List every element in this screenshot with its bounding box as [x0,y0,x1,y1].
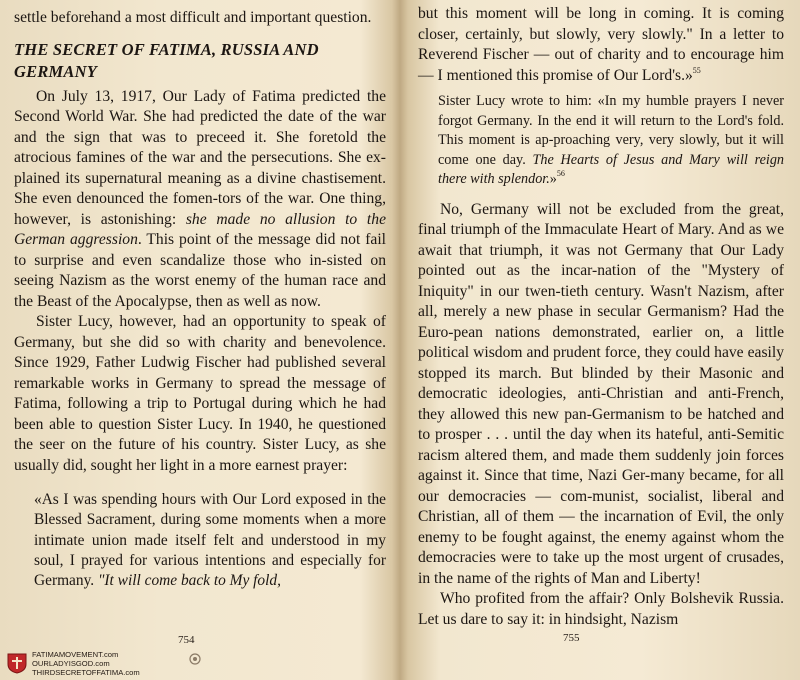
footnote-55: 55 [692,65,701,75]
right-quote-italic: The Hearts of Jesus and Mary will reign there with splendor. [438,151,785,188]
left-paragraph-1 [14,87,386,313]
watermark-line-2: OURLADYISGOD.com [32,659,110,668]
left-paragraph-1-italic: she made no allusion to the German aggression [14,210,386,248]
left-quote-italic: "It will come back to My fold, [97,572,281,590]
page-number-right: 755 [563,632,580,644]
right-quote-end: » [549,171,557,188]
ornament-icon [188,652,202,666]
watermark-line-1: FATIMAMOVEMENT.com [32,650,119,659]
section-heading: THE SECRET OF FATIMA, RUSSIA AND GERMANY [14,39,319,81]
left-quote [14,490,386,591]
footnote-56: 56 [556,169,565,179]
page-number-left: 754 [178,634,195,646]
watermark [32,650,140,677]
fatima-logo-icon [6,652,28,674]
right-top-paragraph [418,4,784,86]
left-paragraph-2: Sister Lucy, however, had an opportunity to speak of Germany, but she did so with charity and benevolence. Since 1929, Father Ludwig Fischer had published several remarkable works in Germany to spread the message of Fatima, following a trip to Portugal during which he had been able to question Sister Lucy. In 1940, he questioned the seer on the future of his country. Sister Lucy, as she usually did, sought her light in a more earnest prayer: [14,313,386,474]
right-page [404,0,800,680]
left-paragraph-1-a: On July 13, 1917, Our Lady of Fatima predicted the Second World War. She had predicted the date of the war and the sign that was to preceed it. She foretold the atrocious famines of the war and the persecutions. She ex-plained its supernatural meaning as a divine chastisement. She even denounced the fomen-tors of the war. One thing, however, is astonishing: [14,87,386,228]
right-paragraph-1: No, Germany will not be excluded from the great, final triumph of the Immaculate Heart of Mary. And as we await that triumph, it was not Germany that Our Lady pointed out as the incar-nation of the "Mystery of Iniquity" in our twen-tieth century. Wasn't Nazism, after all, merely a new phase in secular Germanism? Had the Euro-pean nations demonstrated, earlier on, a little political wisdom and prudent force, they could have easily stopped its march. But blinded by their Masonic and democratic ideologies, anti-Christian and anti-French, they allowed this new pan-Germanism to be hatched and to prosper . . . until the day when its hateful, anti-Semitic racism altered them, and made them suddenly join forces against it. Since that time, Nazi Ger-many became, for all our democracies — com-munist, socialist, liberal and Christian, all of them — the incarnation of Evil, the only enemy to be fought against, the enemy against whom the democracies were to take up the most urgent of crusades, in the name of the rights of Man and Liberty! [418,200,784,587]
right-paragraph-2: Who profited from the affair? Only Bolshevik Russia. Let us dare to say it: in hindsight, Nazism [418,590,784,628]
left-paragraph-1-b: . This point of the message did not fail to surprise and even scandalize those who in-sisted on seeing Nazism as the worst enemy of the human race and the Beast of the Apocalypse, then as well as now. [14,231,386,310]
left-quote-text: «As I was spending hours with Our Lord exposed in the Blessed Sacrament, during some moments when a more intimate union made itself felt and understood in my soul, I prayed for various intentions and especially for Germany. [34,491,386,590]
watermark-line-3: THIRDSECRETOFFATIMA.com [32,668,140,677]
right-top-paragraph-text: but this moment will be long in coming. It is coming closer, certainly, but slowly, very slowly." In a letter to Reverend Fischer — out of charity and to encourage him — I mentioned this promise of Our Lord's.» [418,5,784,84]
right-quote-text: Sister Lucy wrote to him: «In my humble prayers I never forgot Germany. In the end it will return to the Lord's fold. This moment is ap-proaching very, very slowly, but it will come one day. [438,93,784,168]
left-top-paragraph: settle beforehand a most difficult and important question. [14,9,372,26]
left-page [0,0,396,680]
right-quote [418,92,784,190]
